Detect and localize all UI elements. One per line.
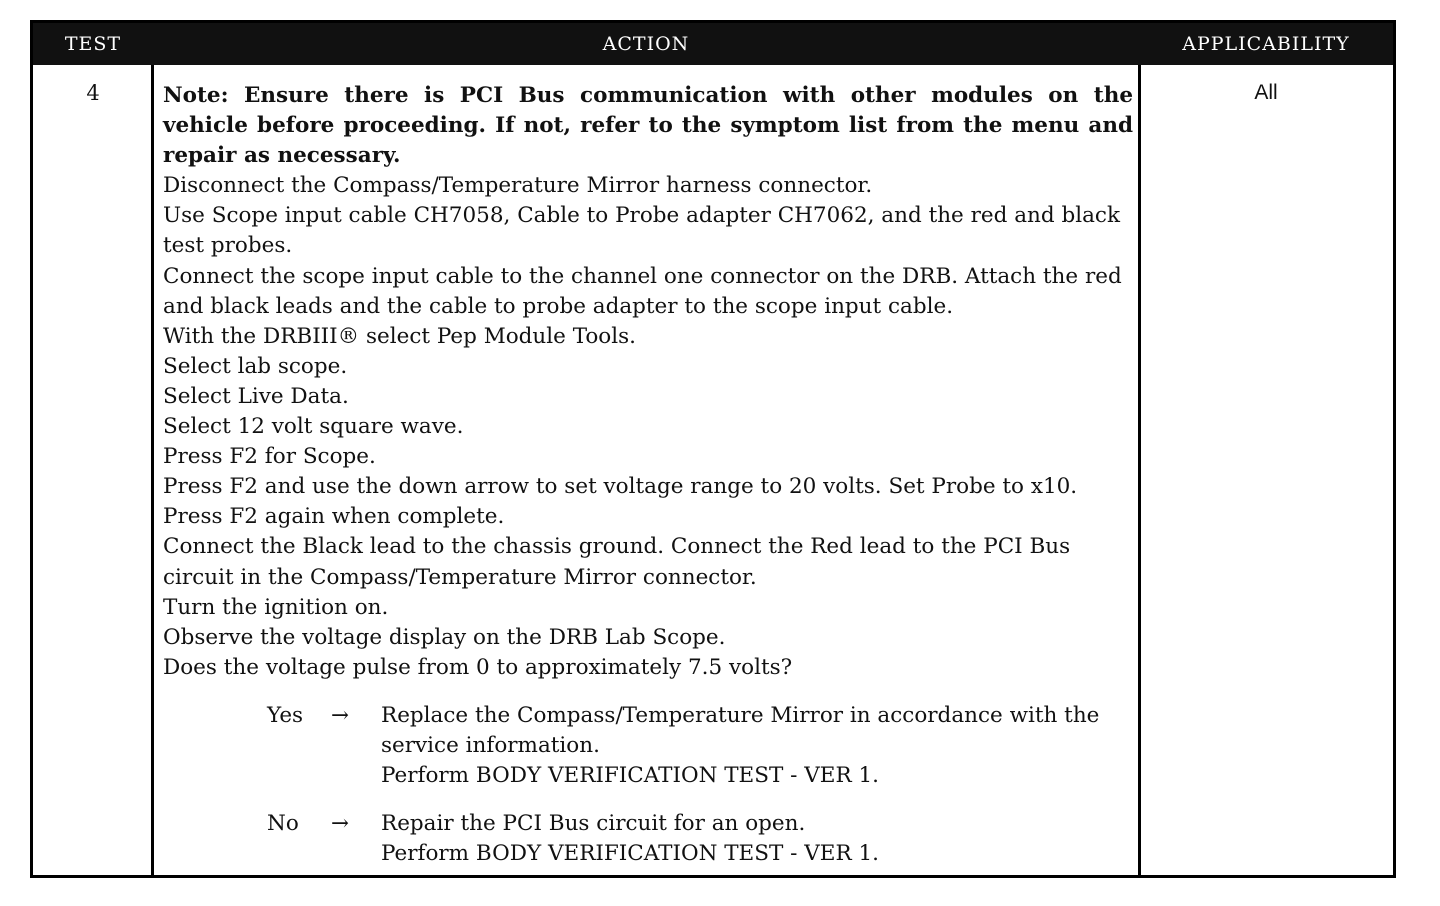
table-header [33,23,1393,65]
step-item: Does the voltage pulse from 0 to approximately 7.5 volts? [163,654,793,680]
action-cell [163,81,1133,869]
header-action: ACTION [602,33,690,55]
step-item: Turn the ignition on. [163,594,389,620]
column-divider-1 [151,65,154,875]
test-number: 4 [86,81,100,105]
note-text: Note: Ensure there is PCI Bus communication with other modules on the vehicle before proceeding. If not, refer to the symptom list from the menu and repair as necessary. [163,83,1133,169]
header-applicability: APPLICABILITY [1182,33,1350,55]
no-label: No [267,811,299,837]
diagnostic-table [30,20,1396,878]
step-item: Observe the voltage display on the DRB Lab Scope. [163,624,726,650]
step-item: Select Live Data. [163,383,349,409]
step-item: Connect the scope input cable to the channel one connector on the DRB. Attach the red and black leads and the cable to probe adapter to the scope input cable. [163,263,1122,319]
no-verification-text: Perform BODY VERIFICATION TEST - VER 1. [381,841,880,867]
column-divider-2 [1138,65,1141,875]
yes-label: Yes [267,702,304,728]
no-action-text: Repair the PCI Bus circuit for an open. [381,811,806,837]
step-item: Press F2 for Scope. [163,444,376,470]
outcome-no [163,809,1133,869]
right-arrow-icon: → [331,811,350,837]
yes-verification-text: Perform BODY VERIFICATION TEST - VER 1. [381,763,880,789]
step-item: Select lab scope. [163,353,348,379]
step-item: Connect the Black lead to the chassis ground. Connect the Red lead to the PCI Bus circuit in the Compass/Temperature Mirror connector. [163,534,1071,590]
step-item: Press F2 and use the down arrow to set voltage range to 20 volts. Set Probe to x10. Press F2 again when complete. [163,474,1078,530]
outcome-yes [163,701,1133,791]
step-item: Use Scope input cable CH7058, Cable to Probe adapter CH7062, and the red and black test probes. [163,203,1121,259]
step-item: Select 12 volt square wave. [163,414,464,440]
step-item: Disconnect the Compass/Temperature Mirror harness connector. [163,173,873,199]
applicability-value: All [1254,81,1278,104]
yes-action-text: Replace the Compass/Temperature Mirror in accordance with the service information. [381,702,1100,758]
steps-list [163,171,1133,683]
right-arrow-icon: → [331,702,350,728]
step-item: With the DRBIII® select Pep Module Tools. [163,323,636,349]
header-test: TEST [64,33,122,55]
